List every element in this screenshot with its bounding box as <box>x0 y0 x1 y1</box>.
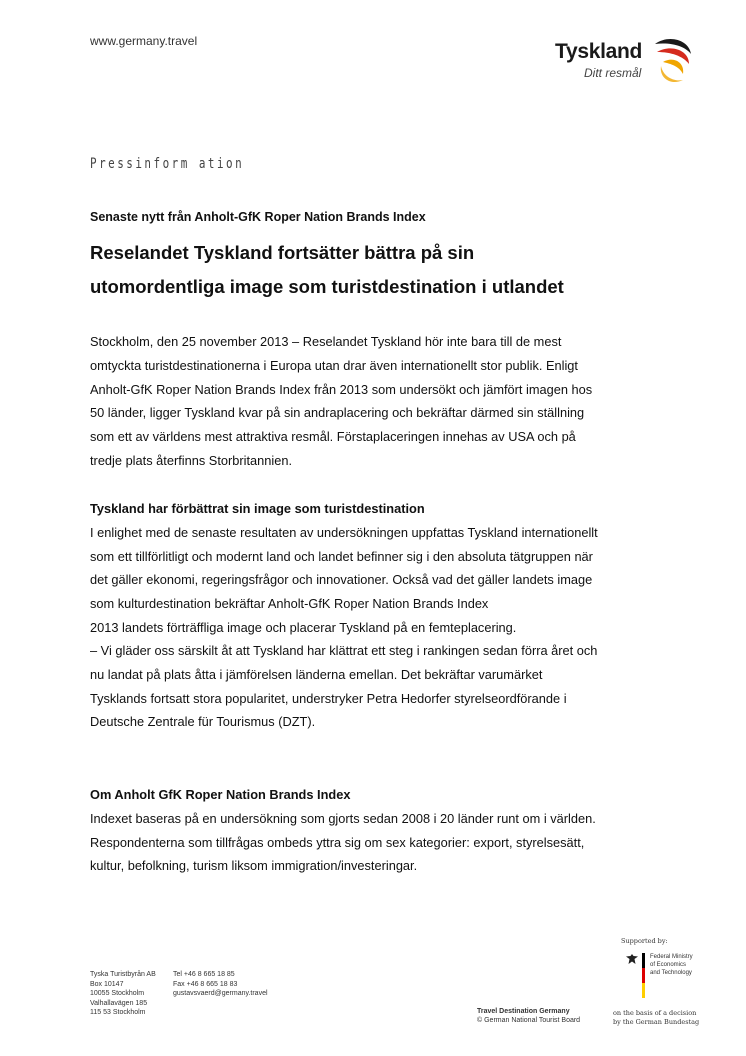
headline <box>90 236 690 304</box>
bundestag-decision <box>613 1009 699 1026</box>
swoosh-logo-icon <box>649 36 695 86</box>
section-heading: Om Anholt GfK Roper Nation Brands Index <box>90 787 351 802</box>
text-line: tredje plats återfinns Storbritannien. <box>90 452 293 468</box>
email-link[interactable]: gustavsvaerd@germany.travel <box>173 990 268 997</box>
ministry-line: Federal Ministry <box>650 954 693 960</box>
federal-eagle-icon <box>625 953 639 967</box>
fax: Fax +46 8 665 18 83 <box>173 980 238 988</box>
text-line: I enlighet med de senaste resultaten av undersökningen uppfattas Tyskland internationellt <box>90 524 598 540</box>
website-url[interactable]: www.germany.travel <box>90 34 198 48</box>
logo-subtitle: Ditt resmål <box>584 66 642 80</box>
phone: Tel +46 8 665 18 85 <box>173 971 235 978</box>
tdg-credit <box>477 1008 580 1025</box>
address-line: Valhallavägen 185 <box>90 999 148 1007</box>
german-flag-bar <box>642 953 645 998</box>
text-line: omtyckta turistdestinationerna i Europa utan drar även internationellt stor publik. Enligt <box>90 357 578 373</box>
text-line: Indexet baseras på en undersökning som gjorts sedan 2008 i 20 länder runt om i världen. <box>90 810 596 826</box>
address-line: Tyska Turistbyrån AB <box>90 971 156 978</box>
text-line: som ett tillförlitligt och modernt land och landet befinner sig i den absoluta tätgruppen när <box>90 548 593 564</box>
text-line: nu landat på plats åtta i jämförelsen länderna emellan. Det bekräftar varumärket <box>90 666 543 682</box>
text-line: som ett av världens mest attraktiva resmål. Förstaplaceringen innehas av USA och på <box>90 429 576 445</box>
kicker: Senaste nytt från Anholt-GfK Roper Nation Brands Index <box>90 210 426 224</box>
section-heading: Tyskland har förbättrat sin image som turistdestination <box>90 501 425 516</box>
intro-paragraph <box>90 330 670 473</box>
decision-line: by the German Bundestag <box>613 1017 700 1026</box>
headline-line: utomordentliga image som turistdestination i utlandet <box>90 276 564 297</box>
text-line: kultur, befolkning, turism liksom immigration/investeringar. <box>90 858 418 874</box>
ministry-name <box>650 954 693 977</box>
tyskland-logo <box>555 40 725 100</box>
address-line: 10055 Stockholm <box>90 990 145 997</box>
section-about-index <box>90 783 670 878</box>
text-line: – Vi gläder oss särskilt åt att Tyskland har klättrat ett steg i rankingen sedan förra året och <box>90 643 598 658</box>
section-image <box>90 497 670 640</box>
tdg-title: Travel Destination Germany <box>477 1008 570 1015</box>
text-line: Respondenterna som tillfrågas ombeds yttra sig om sex kategorier: export, styrelsesätt, <box>90 834 585 850</box>
decision-line: on the basis of a decision <box>613 1009 697 1017</box>
text-line: Stockholm, den 25 november 2013 – Reselandet Tyskland hör inte bara till de mest <box>90 334 562 349</box>
tdg-subtitle: © German National Tourist Board <box>477 1016 581 1024</box>
text-line: Anholt-GfK Roper Nation Brands Index från 2013 som undersökt och jämfört imagen hos <box>90 381 593 397</box>
ministry-line: and Technology <box>650 969 692 976</box>
address-line: 115 53 Stockholm <box>90 1009 146 1016</box>
headline-line: Reselandet Tyskland fortsätter bättra på sin <box>90 242 475 263</box>
address-line: Box 10147 <box>90 980 124 988</box>
ministry-line: of Economics <box>650 961 687 968</box>
text-line: Deutsche Zentrale für Tourismus (DZT). <box>90 714 316 730</box>
quote-paragraph <box>90 639 670 734</box>
text-line: Tysklands fortsatt stora popularitet, understryker Petra Hedorfer styrelseordförande i <box>90 690 567 706</box>
footer-contact <box>173 970 268 999</box>
text-line: 50 länder, ligger Tyskland kvar på sin andraplacering och bekräftar därmed sin ställning <box>90 405 585 421</box>
supported-by-label: Supported by: <box>621 937 668 945</box>
text-line: som kulturdestination bekräftar Anholt-GfK Roper Nation Brands Index <box>90 596 489 612</box>
text-line: det gäller ekonomi, regeringsfrågor och innovationer. Också vad det gäller landets image <box>90 572 593 588</box>
logo-title: Tyskland <box>555 40 643 63</box>
footer-address <box>90 970 156 1018</box>
text-line: 2013 landets förträffliga image och placerar Tyskland på en femteplacering. <box>90 619 517 635</box>
press-information-label: Pressinform ation <box>90 156 245 172</box>
